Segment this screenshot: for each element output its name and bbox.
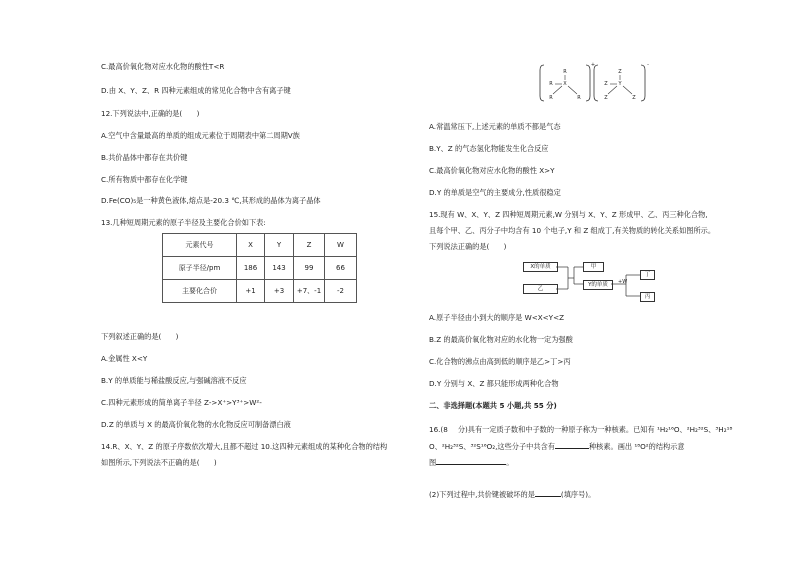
- q12-option-d: D.Fe(CO)₅是一种黄色液体,熔点是-20.3 ℃,其形成的晶体为离子晶体: [101, 196, 321, 205]
- table-cell: 主要化合价: [163, 280, 237, 303]
- table-row: [163, 280, 357, 303]
- q15-option-a: A.原子半径由小到大的顺序是 W<X<Y<Z: [429, 313, 565, 322]
- box-ding: 丁: [640, 270, 655, 280]
- q15-option-d: D.Y 分别与 X、Z 都只能形成两种化合物: [429, 379, 559, 388]
- question-15-cont: 且每个甲、乙、丙分子中均含有 10 个电子,Y 和 Z 组成丁,有关物质的转化关系如图所示。: [429, 226, 716, 235]
- q16-text-5: 。: [506, 458, 514, 467]
- q13-stem: 下列叙述正确的是( ): [101, 332, 179, 341]
- table-row: [163, 257, 357, 280]
- q16-part2-end: (填序号)。: [560, 490, 596, 499]
- atom-label: R: [577, 95, 581, 101]
- question-14-cont: 如图所示,下列说法不正确的是( ): [101, 458, 217, 467]
- q16-text-3: 种核素。画出 ¹⁸O²的结构示意: [588, 442, 685, 451]
- section-heading: 二、非选择题(本题共 5 小题,共 55 分): [429, 401, 557, 410]
- q14-option-b: B.Y、Z 的气态氢化物能发生化合反应: [429, 144, 549, 153]
- table-cell: 186: [237, 257, 265, 280]
- answer-blank[interactable]: [535, 489, 561, 497]
- q13-option-b: B.Y 的单质能与稀盐酸反应,与强碱溶液不反应: [101, 376, 247, 385]
- q13-option-d: D.Z 的单质与 X 的最高价氧化物的水化物反应可制备漂白液: [101, 420, 291, 429]
- q16-part2-text: (2)下列过程中,共价键被破坏的是: [429, 490, 535, 499]
- atom-label: R: [549, 95, 553, 101]
- q16-text-4: 图: [429, 458, 437, 467]
- q13-option-c: C.四种元素形成的简单离子半径 Z->X⁺>Y³⁺>W²-: [101, 398, 262, 407]
- answer-blank[interactable]: [555, 441, 589, 449]
- answer-blank[interactable]: [436, 457, 506, 465]
- atom-label: Z: [604, 95, 608, 101]
- atom-label: R: [563, 69, 567, 75]
- q12-option-c: C.所有物质中都存在化学键: [101, 175, 188, 184]
- question-16-part2: [429, 489, 595, 499]
- q12-option-a: A.空气中含量最高的单质的组成元素位于周期表中第二周期Ⅴ族: [101, 131, 300, 140]
- q16-text-2: O、²H₂³²S、³²S¹⁶O₂,这些分子中共含有: [429, 442, 555, 451]
- box-jia: 甲: [583, 262, 604, 272]
- q14-option-c: C.最高价氧化物对应水化物的酸性 X>Y: [429, 166, 555, 175]
- question-16-cont-2: [429, 457, 513, 467]
- question-13: 13.几种短周期元素的原子半径及主要化合价如下表:: [101, 218, 266, 227]
- atom-label: Z: [632, 95, 636, 101]
- table-cell: X: [237, 234, 265, 257]
- q13-option-a: A.金属性 X<Y: [101, 354, 148, 363]
- q12-option-b: B.共价晶体中都存在共价键: [101, 153, 188, 162]
- table-cell: +3: [265, 280, 294, 303]
- atom-label: R: [549, 81, 553, 87]
- ion-structure-figure: [538, 62, 650, 106]
- q14-option-a: A.常温常压下,上述元素的单质不都是气态: [429, 122, 561, 131]
- atom-label: X: [563, 81, 567, 87]
- table-cell: 66: [325, 257, 357, 280]
- question-16-cont: [429, 441, 685, 451]
- box-bing: 丙: [640, 292, 655, 302]
- table-header-row: [163, 234, 357, 257]
- table-cell: +7、-1: [294, 280, 325, 303]
- table-cell: 元素代号: [163, 234, 237, 257]
- question-14: 14.R、X、Y、Z 的原子序数依次增大,且都不超过 10.这四种元素组成的某种化合物的结构: [101, 442, 388, 451]
- table-cell: 原子半径/pm: [163, 257, 237, 280]
- q16-text: 分)具有一定质子数和中子数的一种原子称为一种核素。已知有 ¹H₂¹⁶O、²H₂³²S、³H₂¹⁸: [457, 425, 733, 434]
- table-cell: Y: [265, 234, 294, 257]
- q14-option-d: D.Y 的单质是空气的主要成分,性质很稳定: [429, 188, 561, 197]
- question-16: [429, 425, 732, 434]
- charge-minus: -: [647, 62, 649, 68]
- q15-option-b: B.Z 的最高价氧化物对应的水化物一定为强酸: [429, 335, 573, 344]
- table-cell: 143: [265, 257, 294, 280]
- q16-number: 16.(8: [429, 425, 448, 434]
- charge-plus: +: [590, 62, 596, 68]
- question-15: 15.现有 W、X、Y、Z 四种短周期元素,W 分别与 X、Y、Z 形成甲、乙、丙三种化合物,: [429, 210, 708, 219]
- element-table: [162, 233, 357, 303]
- question-12: 12.下列说法中,正确的是( ): [101, 109, 200, 118]
- table-cell: Z: [294, 234, 325, 257]
- box-y-element: Y的单质: [583, 280, 613, 290]
- option-d-line: D.由 X、Y、Z、R 四种元素组成的常见化合物中含有离子键: [101, 86, 291, 95]
- atom-label: Z: [604, 81, 608, 87]
- table-cell: -2: [325, 280, 357, 303]
- option-c-line: C.最高价氧化物对应水化物的酸性T<R: [101, 62, 225, 71]
- atom-label: Y: [618, 81, 622, 87]
- question-15-stem: 下列说法正确的是( ): [429, 242, 507, 251]
- atom-label: Z: [618, 69, 622, 75]
- diagram-arrows: [556, 262, 642, 304]
- table-cell: +1: [237, 280, 265, 303]
- q15-option-c: C.化合物的沸点由高到低的顺序是乙>丁>丙: [429, 357, 571, 366]
- box-x-element: X的单质: [523, 262, 558, 272]
- box-yi: 乙: [523, 284, 558, 294]
- table-cell: W: [325, 234, 357, 257]
- table-cell: 99: [294, 257, 325, 280]
- plus-w-label: +W: [618, 279, 628, 285]
